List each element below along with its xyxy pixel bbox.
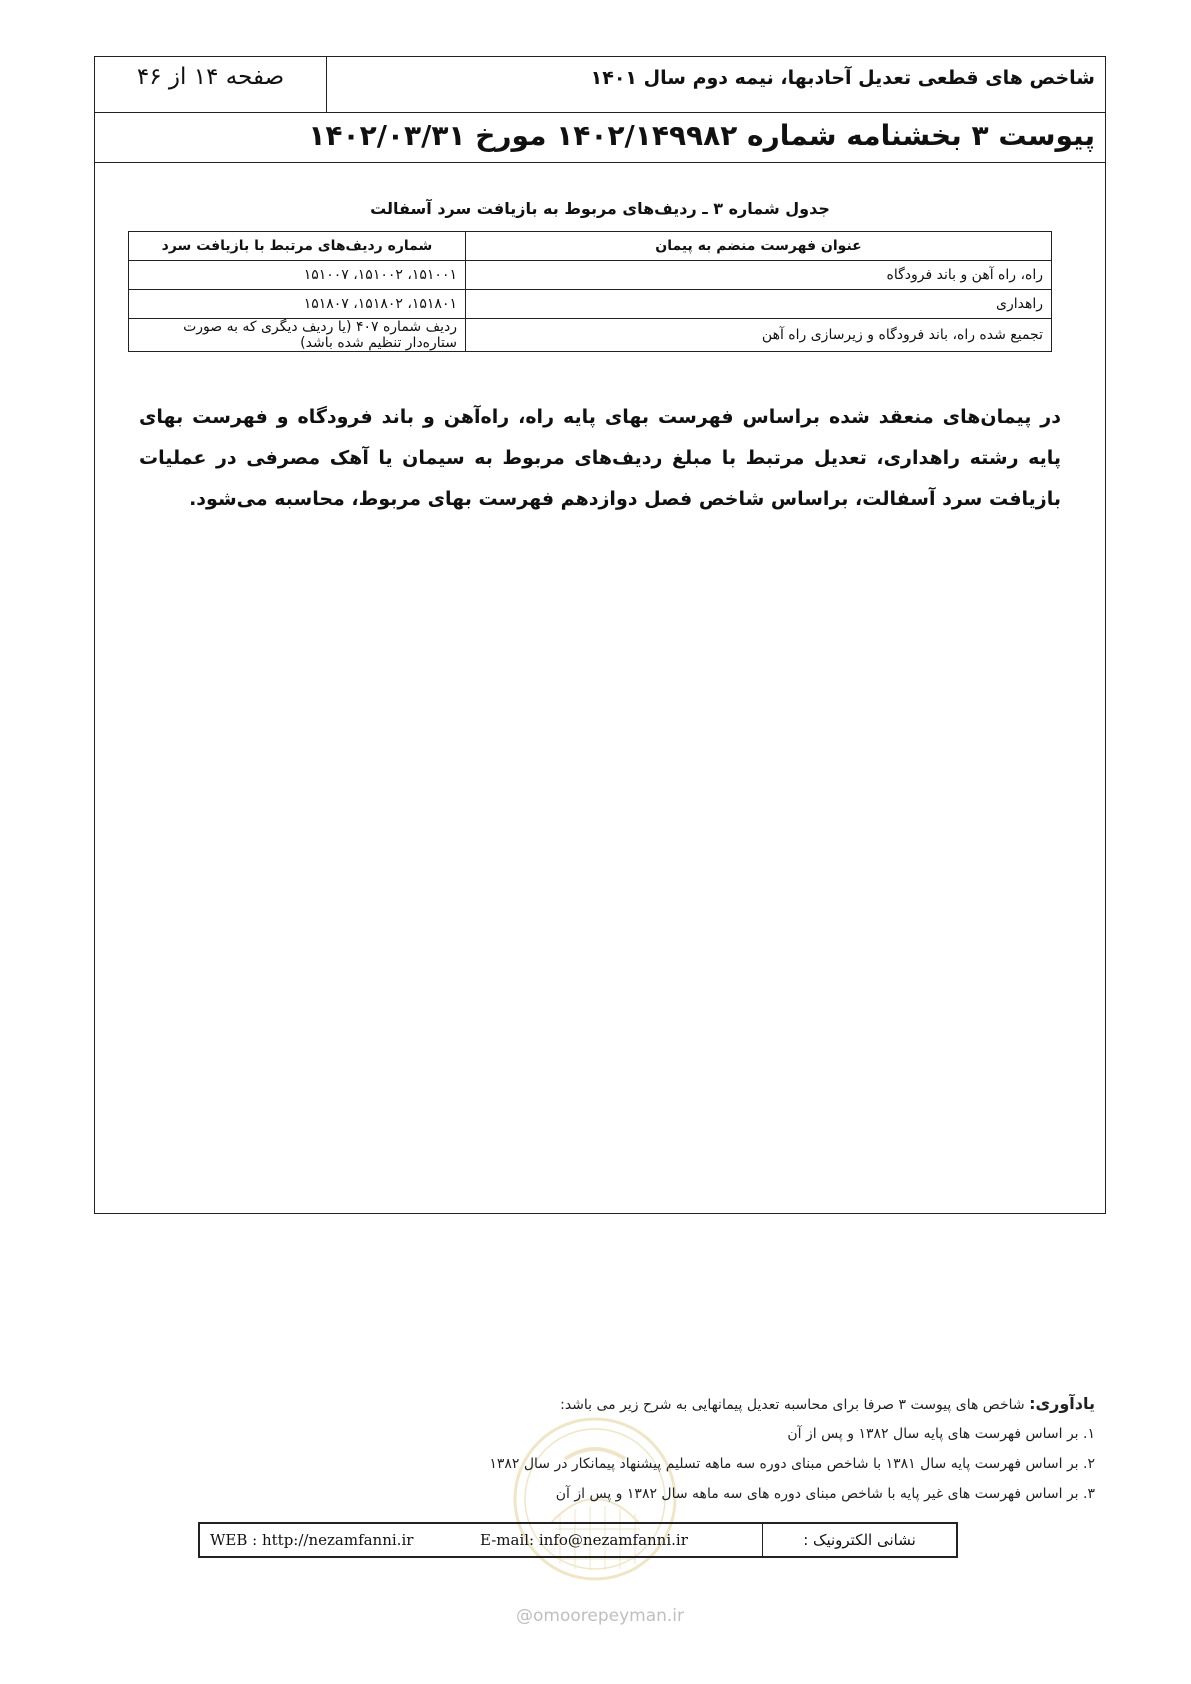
web-link[interactable]: WEB : http://nezamfanni.ir [210,1531,414,1549]
watermark-text: @omoorepeyman.ir [516,1606,685,1626]
email-link[interactable]: E-mail: info@nezamfanni.ir [480,1531,688,1549]
table-header-row [129,232,1052,261]
table-cell: ۱۵۱۸۰۱، ۱۵۱۸۰۲، ۱۵۱۸۰۷ [129,290,466,319]
table-cell: ۱۵۱۰۰۱، ۱۵۱۰۰۲، ۱۵۱۰۰۷ [129,261,466,290]
list-item: ۲. بر اساس فهرست پایه سال ۱۳۸۱ با شاخص مبنای دوره سه ماهه تسلیم پیشنهاد پیمانکار در سال ۱۳۸۲ [489,1456,1095,1472]
table-cell: راه، راه آهن و باند فرودگاه [466,261,1052,290]
circular-title: پیوست ۳ بخشنامه شماره ۱۴۰۲/۱۴۹۹۸۲ مورخ ۱۴۰۲/۰۳/۳۱ [308,119,1095,152]
reminder-line [375,1394,1095,1413]
column-header: عنوان فهرست منضم به پیمان [466,232,1052,261]
table-cell: راهداری [466,290,1052,319]
reminder-text: شاخص های پیوست ۳ صرفا برای محاسبه تعدیل پیمانهایی به شرح زیر می باشد: [560,1397,1030,1413]
body-paragraph: در پیمان‌های منعقد شده براساس فهرست بهای پایه راه، راه‌آهن و باند فرودگاه و فهرست بهای پایه رشته راهداری، تعدیل مرتبط با مبلغ ردیف‌های مربوط به سیمان یا آهک مصرفی در عملیات بازیافت سرد آسفالت، براساس شاخص فصل دوازدهم فهرست بهای مربوط، محاسبه می‌شود. [139,406,1061,510]
asphalt-recycling-table [128,231,1052,352]
table-cell: تجمیع شده راه، باند فرودگاه و زیرسازی راه آهن [466,319,1052,352]
list-item: ۳. بر اساس فهرست های غیر پایه با شاخص مبنای دوره های سه ماهه سال ۱۳۸۲ و پس از آن [555,1486,1095,1502]
footer-notes [375,1394,1095,1509]
table-row [129,290,1052,319]
circular-row [95,113,1105,163]
table-row [129,261,1052,290]
table-cell: ردیف شماره ۴۰۷ (یا ردیف دیگری که به صورت ستاره‌دار تنظیم شده باشد) [129,319,466,352]
reminder-label: یادآوری: [1029,1394,1095,1413]
document-title: شاخص های قطعی تعدیل آحادبها، نیمه دوم سال ۱۴۰۱ [590,67,1095,89]
table-caption: جدول شماره ۳ ـ ردیف‌های مربوط به بازیافت سرد آسفالت [370,199,830,218]
contact-box [198,1522,958,1558]
table-row [129,319,1052,352]
page-frame [94,56,1106,1214]
header-row [95,57,1105,113]
contact-label: نشانی الکترونیک : [762,1524,956,1556]
list-item: ۱. بر اساس فهرست های پایه سال ۱۳۸۲ و پس از آن [787,1426,1095,1442]
page-number: صفحه ۱۴ از ۴۶ [95,57,327,112]
column-header: شماره ردیف‌های مرتبط با بازیافت سرد [129,232,466,261]
